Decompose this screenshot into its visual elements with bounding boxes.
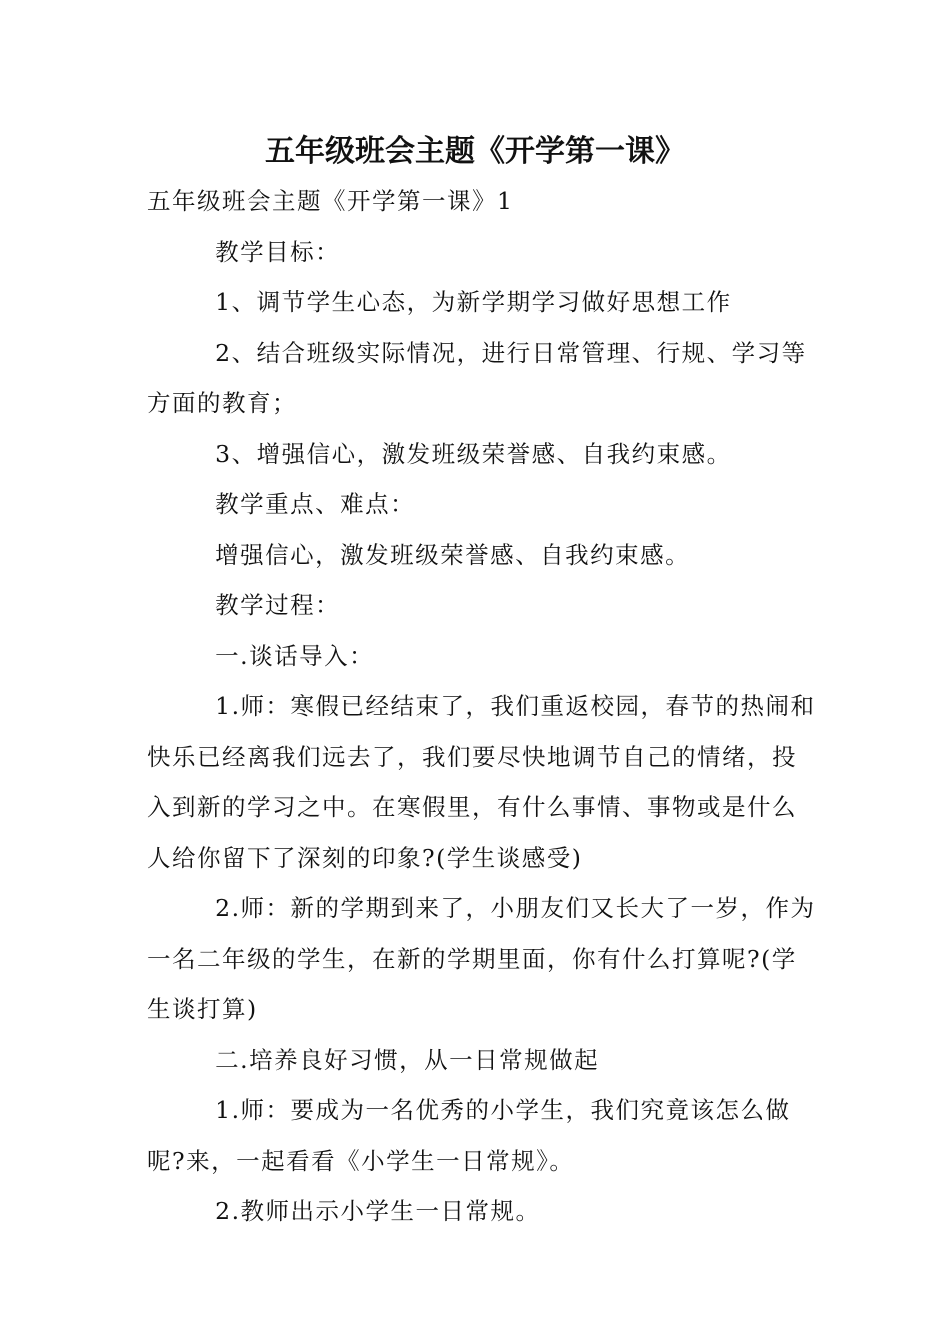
paragraph: 2.师：新的学期到来了，小朋友们又长大了一岁，作为一名二年级的学生，在新的学期里面，你有什么打算呢?(学生谈打算) bbox=[147, 894, 816, 1023]
paragraph: 1.师：寒假已经结束了，我们重返校园，春节的热闹和快乐已经离我们远去了，我们要尽快地调节自己的情绪，投入到新的学习之中。在寒假里，有什么事情、事物或是什么人给你留下了深刻的印象?(学生谈感受) bbox=[147, 692, 816, 872]
paragraph: 2.教师出示小学生一日常规。 bbox=[215, 1197, 541, 1225]
paragraph: 3、增强信心，激发班级荣誉感、自我约束感。 bbox=[215, 439, 732, 468]
document-body bbox=[147, 176, 817, 1237]
paragraph: 五年级班会主题《开学第一课》1 bbox=[147, 187, 514, 215]
paragraph: 增强信心，激发班级荣誉感、自我约束感。 bbox=[215, 540, 691, 569]
paragraph: 2、结合班级实际情况，进行日常管理、行规、学习等方面的教育； bbox=[147, 338, 807, 417]
paragraph: 教学目标： bbox=[215, 237, 341, 266]
paragraph: 1.师：要成为一名优秀的小学生，我们究竟该怎么做呢?来，一起看看《小学生一日常规》。 bbox=[147, 1096, 791, 1175]
paragraph: 一.谈话导入： bbox=[215, 641, 375, 670]
document-title: 五年级班会主题《开学第一课》 bbox=[265, 134, 685, 169]
paragraph: 二.培养良好习惯，从一日常规做起 bbox=[215, 1045, 600, 1074]
paragraph: 教学过程： bbox=[215, 591, 341, 619]
paragraph: 教学重点、难点： bbox=[215, 490, 416, 518]
paragraph: 1、调节学生心态，为新学期学习做好思想工作 bbox=[215, 288, 732, 316]
